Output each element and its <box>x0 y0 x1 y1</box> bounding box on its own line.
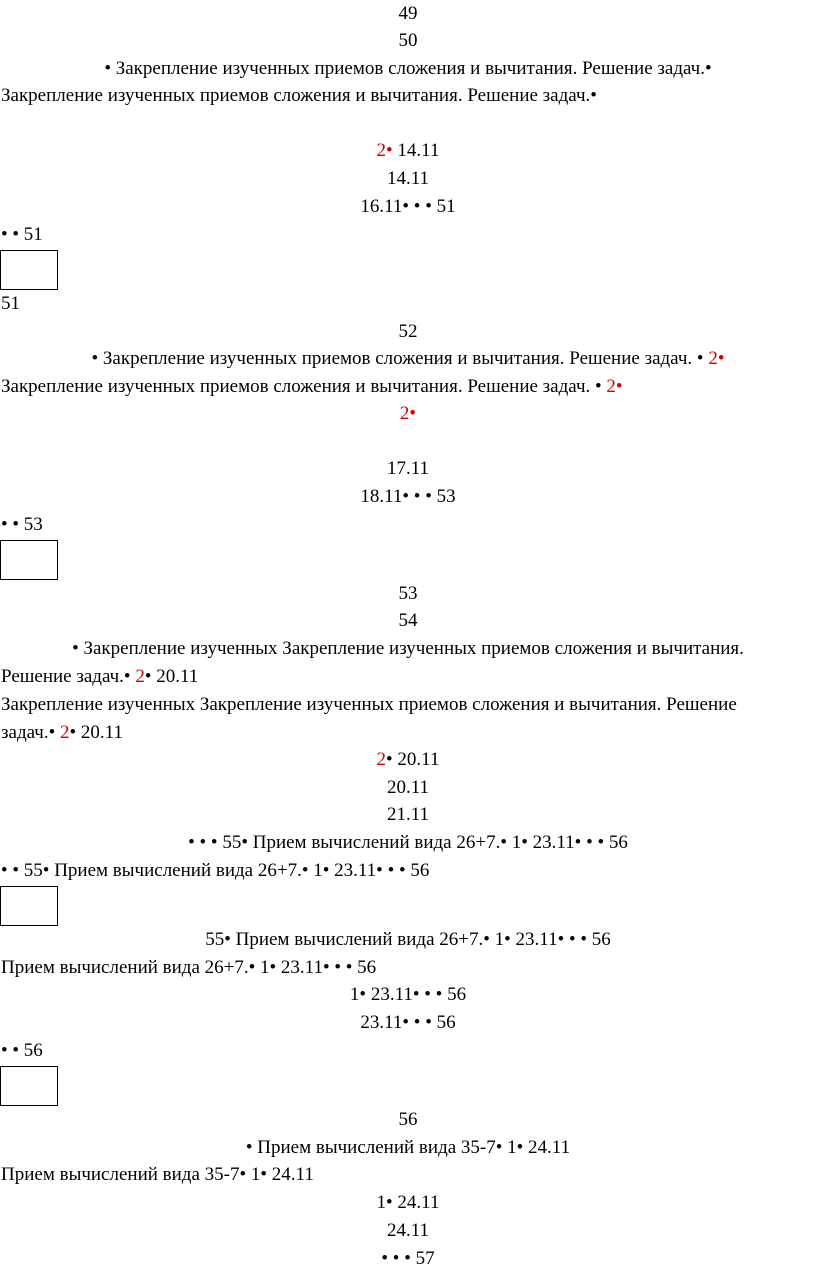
text-line <box>0 483 816 511</box>
text-segment: 23.11• • • 56 <box>360 1012 456 1033</box>
empty-box <box>0 886 58 926</box>
text-segment: 20.11 <box>386 777 430 798</box>
text-segment: Закрепление изученных приемов сложения и вычитания. Решение задач. • <box>1 376 607 397</box>
text-line <box>0 511 816 539</box>
text-segment: 49 <box>398 3 418 24</box>
text-segment: Решение задач.• <box>1 666 136 687</box>
text-line <box>0 663 816 691</box>
red-marker: 2 <box>60 722 70 743</box>
text-segment: • Закрепление изученных приемов сложения и вычитания. Решение задач. • <box>91 348 709 369</box>
text-segment: 52 <box>398 321 418 342</box>
text-line <box>0 1189 816 1217</box>
text-segment: • 20.11 <box>144 666 199 687</box>
text-line <box>0 373 816 401</box>
text-segment: 14.11 <box>386 168 430 189</box>
text-line <box>0 981 816 1009</box>
text-line <box>0 318 816 346</box>
red-marker: 2• <box>606 376 623 397</box>
text-segment: • Закрепление изученных Закрепление изученных приемов сложения и вычитания. <box>72 638 744 659</box>
text-segment: Закрепление изученных Закрепление изученных приемов сложения и вычитания. Решение <box>1 694 737 715</box>
text-segment: Прием вычислений вида 26+7.• 1• 23.11• • • 56 <box>1 957 377 978</box>
text-segment: 14.11 <box>392 140 440 161</box>
text-segment: 24.11 <box>386 1220 430 1241</box>
text-line <box>0 290 816 318</box>
text-segment: • Закрепление изученных приемов сложения и вычитания. Решение задач.• <box>104 58 712 79</box>
red-marker: 2 <box>135 666 145 687</box>
text-segment: 50 <box>398 30 418 51</box>
empty-box <box>0 1066 58 1106</box>
text-line <box>0 55 816 83</box>
text-line <box>0 719 816 747</box>
text-segment: 51 <box>1 293 20 314</box>
text-line <box>0 0 816 28</box>
text-segment: 18.11• • • 53 <box>360 486 456 507</box>
text-line <box>0 455 816 483</box>
text-segment: 53 <box>398 583 418 604</box>
text-segment: • • • 57 <box>381 1248 435 1269</box>
red-marker: 2• <box>708 348 725 369</box>
text-line <box>0 1217 816 1245</box>
text-segment: • • 53 <box>1 514 43 535</box>
text-segment: 55• Прием вычислений вида 26+7.• 1• 23.11• • • 56 <box>205 929 611 950</box>
red-marker: 2• <box>399 403 417 424</box>
text-line <box>0 746 816 774</box>
text-line <box>0 1009 816 1037</box>
text-segment: • 20.11 <box>386 749 440 770</box>
text-line <box>0 27 816 55</box>
text-segment: Прием вычислений вида 35-7• 1• 24.11 <box>1 1164 314 1185</box>
text-line <box>0 926 816 954</box>
text-line <box>0 1037 816 1065</box>
text-line <box>0 193 816 221</box>
text-line <box>0 774 816 802</box>
text-segment: • • • 55• Прием вычислений вида 26+7.• 1• 23.11• • • 56 <box>188 832 628 853</box>
text-line <box>0 580 816 608</box>
text-segment: • • 55• Прием вычислений вида 26+7.• 1• 23.11• • • 56 <box>1 860 430 881</box>
text-segment: задач.• <box>1 722 60 743</box>
text-line <box>0 857 816 885</box>
text-segment: 1• 24.11 <box>376 1192 440 1213</box>
text-segment: 21.11 <box>386 804 430 825</box>
text-line <box>0 829 816 857</box>
text-line <box>0 691 816 719</box>
text-segment: Закрепление изученных приемов сложения и вычитания. Решение задач.• <box>1 85 597 106</box>
text-segment: 56 <box>398 1109 418 1130</box>
text-segment: • • 56 <box>1 1040 43 1061</box>
text-line <box>0 1106 816 1134</box>
text-line <box>0 345 816 373</box>
text-segment: 16.11• • • 51 <box>360 196 456 217</box>
text-line <box>0 82 816 110</box>
text-segment: 17.11 <box>386 458 430 479</box>
text-line <box>0 137 816 165</box>
empty-box <box>0 540 58 580</box>
text-line <box>0 165 816 193</box>
empty-box <box>0 250 58 290</box>
text-line <box>0 400 816 428</box>
text-line <box>0 607 816 635</box>
text-line <box>0 1134 816 1162</box>
text-segment: 1• 23.11• • • 56 <box>349 984 467 1005</box>
red-marker: 2 <box>376 749 387 770</box>
text-segment: • • 51 <box>1 224 43 245</box>
text-line <box>0 1161 816 1189</box>
text-line <box>0 1245 816 1273</box>
text-segment: 54 <box>398 610 418 631</box>
red-marker: 2• <box>376 140 393 161</box>
text-line <box>0 221 816 249</box>
text-segment: • Прием вычислений вида 35-7• 1• 24.11 <box>245 1137 571 1158</box>
text-line <box>0 801 816 829</box>
text-line <box>0 954 816 982</box>
text-segment: • 20.11 <box>69 722 123 743</box>
text-line <box>0 635 816 663</box>
